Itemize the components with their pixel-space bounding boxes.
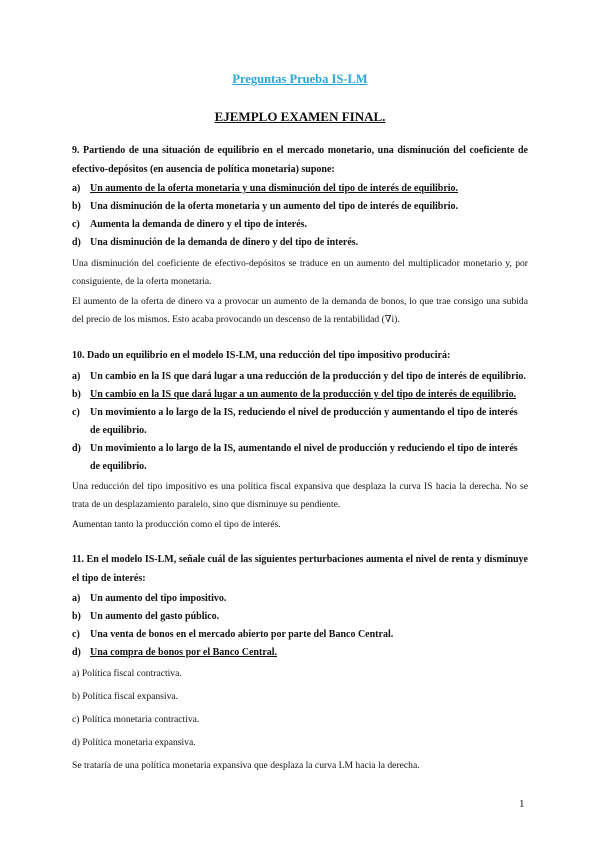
question-9-option-b <box>72 198 528 216</box>
question-11-explanation-3: c) Política monetaria contractiva. <box>72 714 200 725</box>
question-10-explanation-1: Una reducción del tipo impositivo es una política fiscal expansiva que desplaza la curva IS hacia la derecha. No se trata de un desplazamiento paralelo, sino que disminuye su pendiente. <box>72 481 528 510</box>
question-10: 10. Dado un equilibrio en el modelo IS-LM, una reducción del tipo impositivo producirá: <box>72 350 451 361</box>
option-letter: a) <box>72 371 81 382</box>
option-text: Un movimiento a lo largo de la IS, reduciendo el nivel de producción y aumentando el tipo de interés de equilibrio. <box>90 407 518 436</box>
option-letter: b) <box>72 611 81 622</box>
option-letter: b) <box>72 389 81 400</box>
option-letter: a) <box>72 183 81 194</box>
option-text: Un cambio en la IS que dará lugar a una reducción de la producción y del tipo de interés de equilibrio. <box>90 371 526 382</box>
question-9: 9. Partiendo de una situación de equilibrio en el mercado monetario, una disminución del coeficiente de efectivo-depósitos (en ausencia de política monetaria) supone: <box>72 145 528 175</box>
option-letter: c) <box>72 407 80 418</box>
question-11-option-c <box>72 626 528 644</box>
question-11-explanation-4: d) Política monetaria expansiva. <box>72 737 196 748</box>
option-text: Una disminución de la oferta monetaria y un aumento del tipo de interés de equilibrio. <box>90 201 459 212</box>
question-9-option-a <box>72 180 528 198</box>
question-11-explanation-1: a) Política fiscal contractiva. <box>72 668 182 679</box>
option-text: Una venta de bonos en el mercado abierto por parte del Banco Central. <box>90 629 394 640</box>
option-letter: d) <box>72 443 81 454</box>
option-letter: b) <box>72 201 81 212</box>
option-text: Una compra de bonos por el Banco Central. <box>90 647 278 658</box>
exam-title: EJEMPLO EXAMEN FINAL. <box>214 109 386 124</box>
question-9-explanation-1: Una disminución del coeficiente de efectivo-depósitos se traduce en un aumento del multiplicador monetario y, por consiguiente, de la oferta monetaria. <box>72 258 528 287</box>
option-text: Aumenta la demanda de dinero y el tipo de interés. <box>90 219 308 230</box>
option-letter: c) <box>72 629 80 640</box>
option-letter: c) <box>72 219 80 230</box>
option-text: Un movimiento a lo largo de la IS, aumentando el nivel de producción y reduciendo el tipo de interés de equilibrio. <box>90 443 518 472</box>
document-title: Preguntas Prueba IS-LM <box>232 72 368 86</box>
option-text: Una disminución de la demanda de dinero y del tipo de interés. <box>90 237 359 248</box>
question-9-option-d <box>72 234 528 252</box>
question-11: 11. En el modelo IS-LM, señale cuál de las siguientes perturbaciones aumenta el nivel de renta y disminuye el tipo de interés: <box>72 554 528 584</box>
question-10-option-a <box>72 368 528 386</box>
option-text: Un aumento de la oferta monetaria y una disminución del tipo de interés de equilibrio. <box>90 183 459 194</box>
question-9-option-c <box>72 216 528 234</box>
option-text: Un aumento del tipo impositivo. <box>90 593 227 604</box>
question-11-explanation-2: b) Política fiscal expansiva. <box>72 691 179 702</box>
option-text: Un cambio en la IS que dará lugar a un aumento de la producción y del tipo de interés de equilibrio. <box>90 389 517 400</box>
question-10-option-b <box>72 386 528 404</box>
question-11-option-b <box>72 608 528 626</box>
question-11-option-d <box>72 644 528 662</box>
question-11-option-a <box>72 590 528 608</box>
option-text: Un aumento del gasto público. <box>90 611 220 622</box>
question-10-option-c <box>72 404 528 440</box>
question-10-explanation-2: Aumentan tanto la producción como el tipo de interés. <box>72 519 281 530</box>
question-11-explanation-5: Se trataría de una política monetaria expansiva que desplaza la curva LM hacia la derecha. <box>72 760 420 771</box>
page-number: 1 <box>519 798 525 810</box>
question-10-option-d <box>72 440 528 476</box>
option-letter: a) <box>72 593 81 604</box>
question-9-explanation-2: El aumento de la oferta de dinero va a provocar un aumento de la demanda de bonos, lo que trae consigo una subida del precio de los mismos. Esto acaba provocando un descenso de la rentabilidad (∇i). <box>72 296 528 325</box>
option-letter: d) <box>72 237 81 248</box>
option-letter: d) <box>72 647 81 658</box>
